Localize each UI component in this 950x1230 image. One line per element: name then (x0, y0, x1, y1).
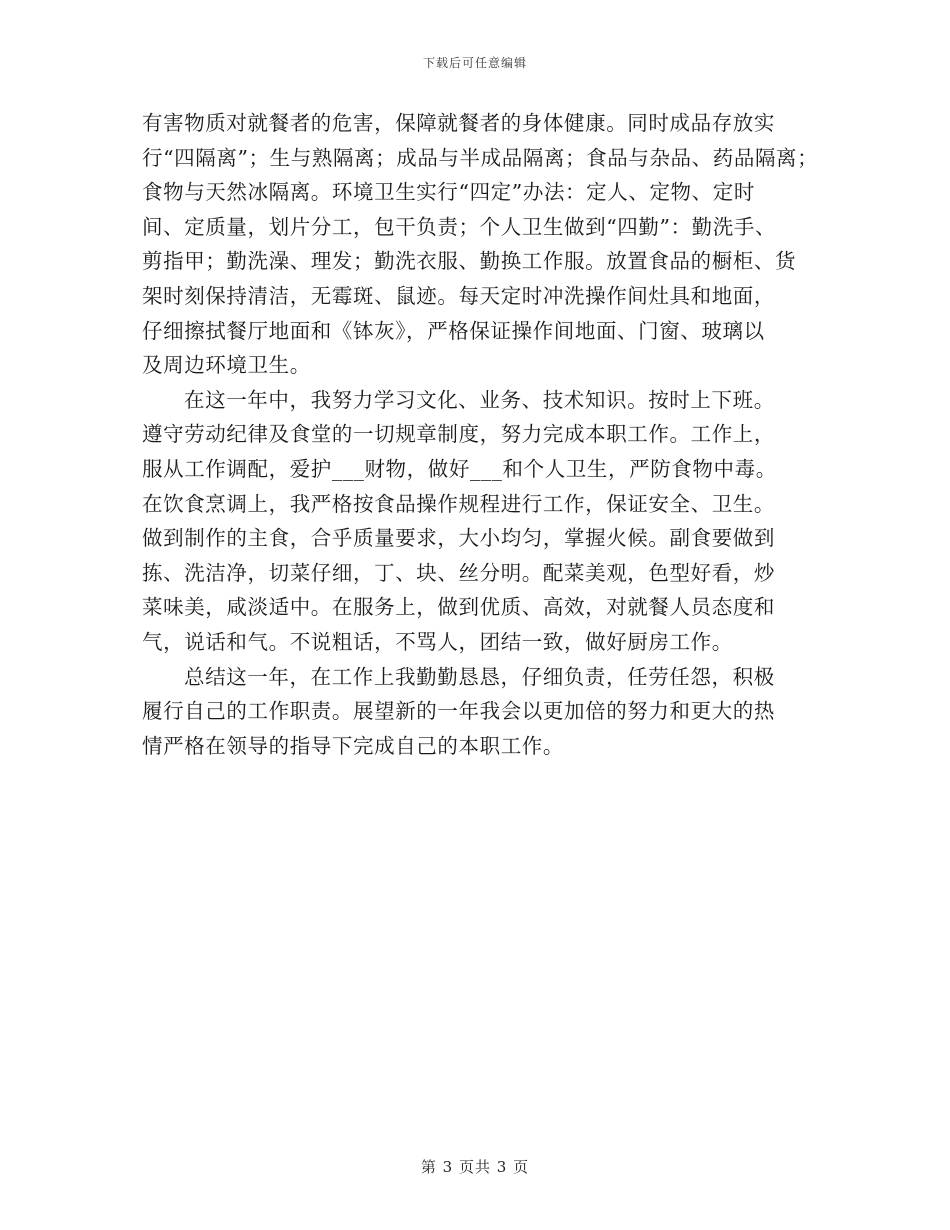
text-line: 食物与天然冰隔离。环境卫生实行“四定”办法：定人、定物、定时 (142, 180, 755, 205)
text-line: 菜味美，咸淡适中。在服务上，做到优质、高效，对就餐人员态度和 (142, 595, 775, 620)
text-line: 在这一年中，我努力学习文化、业务、技术知识。按时上下班。 (184, 387, 775, 412)
text-line: 仔细擦拭餐厅地面和《钵灰》，严格保证操作间地面、门窗、玻璃以 (142, 318, 765, 343)
text-line: 服从工作调配，爱护___财物，做好___和个人卫生，严防食物中毒。 (142, 456, 777, 481)
paragraph-start-line (142, 660, 822, 695)
text-line: 间、定质量，划片分工，包干负责；个人卫生做到“四勤”：勤洗手、 (142, 214, 777, 239)
text-line: 行“四隔离”；生与熟隔离；成品与半成品隔离；食品与杂品、药品隔离； (142, 145, 819, 170)
document-body (142, 106, 822, 763)
text-line: 剪指甲；勤洗澡、理发；勤洗衣服、勤换工作服。放置食品的橱柜、货 (142, 249, 797, 274)
text-line: 遵守劳动纪律及食堂的一切规章制度，努力完成本职工作。工作上， (142, 422, 775, 447)
text-line: 架时刻保持清洁，无霉斑、鼠迹。每天定时冲洗操作间灶具和地面， (142, 283, 775, 308)
text-line: 气，说话和气。不说粗话，不骂人，团结一致，做好厨房工作。 (142, 629, 733, 654)
text-line: 拣、洗洁净，切菜仔细，丁、块、丝分明。配菜美观，色型好看，炒 (142, 560, 775, 585)
page-header: 下载后可任意编辑 (422, 56, 527, 70)
text-line: 总结这一年，在工作上我勤勤恳恳，仔细负责，任劳任怨，积极 (184, 664, 775, 689)
text-line: 做到制作的主食，合乎质量要求，大小均匀，掌握火候。副食要做到 (142, 526, 775, 551)
paragraph-start-line (142, 383, 822, 418)
page-footer: 第 3 页共 3 页 (420, 1158, 530, 1176)
text-line: 在饮食烹调上，我严格按食品操作规程进行工作，保证安全、卫生。 (142, 491, 775, 516)
text-line: 有害物质对就餐者的危害，保障就餐者的身体健康。同时成品存放实 (142, 111, 775, 135)
text-line: 履行自己的工作职责。展望新的一年我会以更加倍的努力和更大的热 (142, 699, 775, 724)
text-line: 及周边环境卫生。 (142, 353, 311, 378)
text-line: 情严格在领导的指导下完成自己的本职工作。 (142, 733, 564, 758)
